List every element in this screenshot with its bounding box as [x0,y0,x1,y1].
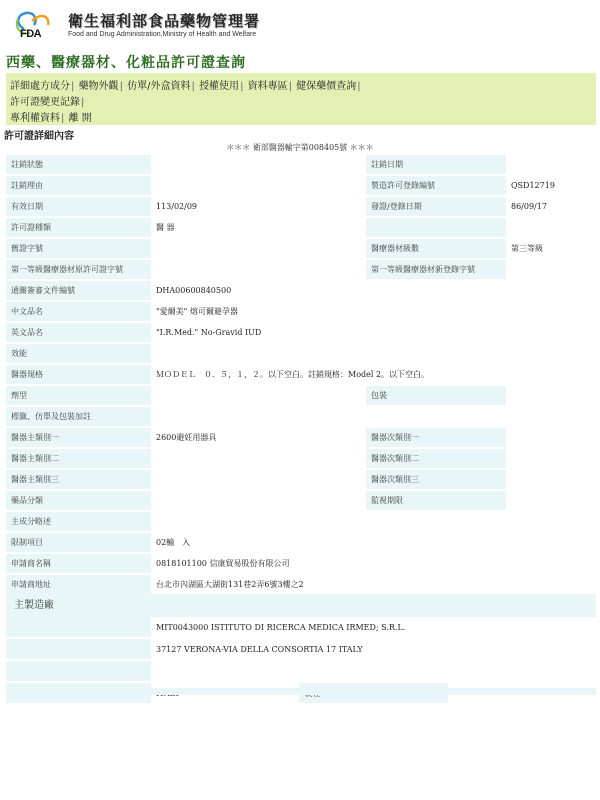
detail-row [6,280,596,301]
field-value [506,155,596,175]
field-label: 有效日期 [6,196,151,217]
manufacturer-section-title: 主製造廠 [6,594,596,617]
field-value: 02輸 入 [151,532,596,553]
detail-row [6,364,596,385]
field-label: 藥品分類 [6,490,151,511]
field-label: 醫療器材級數 [366,238,506,259]
field-value [151,343,596,364]
field-value [506,448,596,469]
field-label: 第一等級醫療器材新登錄字號 [366,259,506,280]
menu-item-change-record[interactable]: 許可證變更記錄 [10,97,80,108]
site-header [0,0,600,48]
field-label: 通關簽審文件編號 [6,280,151,301]
field-label: 註銷日期 [366,155,506,175]
detail-row [6,301,596,322]
field-label: 申請商地址 [6,574,151,595]
detail-row [6,322,596,343]
manufacturer-row [6,638,596,660]
field-label: 效能 [6,343,151,364]
menu-item-nhi-price[interactable]: 健保藥價查詢 [296,81,357,92]
field-label: 限制項目 [6,532,151,553]
field-label: 劑型 [6,385,151,406]
field-value [506,385,596,406]
field-value [151,155,366,175]
field-label: 醫器主類別二 [6,448,151,469]
detail-row [6,511,596,532]
field-label: 舊證字號 [6,238,151,259]
field-value: 台北市內湖區大湖街131巷2弄6號3樓之2 [151,574,596,595]
field-value: 86/09/17 [506,196,596,217]
detail-row [6,175,596,196]
detail-section-title: 許可證詳細內容 [4,131,74,142]
field-value [151,448,366,469]
field-value: QSD12719 [506,175,596,196]
page-title: 西藥、醫療器材、化粧品許可證查詢 [6,55,246,71]
detail-row [6,469,596,490]
field-value [506,217,596,238]
menu-item-appearance[interactable]: 藥物外觀 [78,81,119,92]
field-value: "愛爾美" 熔可爾避孕器 [151,301,596,322]
field-value [151,469,366,490]
detail-row [6,448,596,469]
detail-row [6,259,596,280]
field-value [151,175,366,196]
menu-item-package-insert[interactable]: 仿單/外盒資料 [127,81,191,92]
field-label: 醫器次類別一 [366,427,506,448]
field-value [151,238,366,259]
field-value [151,406,596,427]
manufacturer-row [6,660,596,682]
agency-name-english: Food and Drug Administration,Ministry of Health and Welfare [68,31,257,38]
detail-row [6,385,596,406]
menu-item-authorization[interactable]: 授權使用 [199,81,240,92]
detail-row [6,343,596,364]
detail-row [6,238,596,259]
manufacturer-address: 37127 VERONA-VIA DELLA CONSORTIA 17 ITALY [151,638,596,660]
field-value [151,490,366,511]
field-value [506,427,596,448]
field-label: 許可證種類 [6,217,151,238]
detail-row [6,406,596,427]
menu-row-2: 許可證變更記錄| [10,97,85,108]
field-value: 0818101100 信康貿易股份有限公司 [151,553,596,574]
field-label: 醫器主類別三 [6,469,151,490]
field-label: 監視期限 [366,490,506,511]
agency-name-chinese: 衛生福利部食品藥物管理署 [68,12,261,30]
field-label: 醫器規格 [6,364,151,385]
function-menu [6,73,596,125]
manufacturer-row [6,617,596,638]
field-label: 標籤、仿單及包裝加註 [6,406,151,427]
field-label: 發證/登錄日期 [366,196,506,217]
detail-row [6,553,596,574]
field-label: 註銷理由 [6,175,151,196]
manufacturer-name: MIT0043000 ISTITUTO DI RICERCA MEDICA IRMED; S.R.L. [151,617,596,638]
field-value [151,511,596,532]
field-value: 第三等級 [506,238,596,259]
field-value: 113/02/09 [151,196,366,217]
field-label: 包裝 [366,385,506,406]
field-value [506,490,596,511]
field-value [506,469,596,490]
menu-item-patent[interactable]: 專利權資料 [10,113,60,124]
field-label: 醫器主類別一 [6,427,151,448]
menu-row-3: 專利權資料| 離 開 [10,113,92,124]
detail-row [6,574,596,595]
permit-number: ＊＊＊ 衛部醫器輸字第008405號 ＊＊＊ [226,143,374,152]
field-label: 醫器次類別三 [366,469,506,490]
field-label: 中文品名 [6,301,151,322]
permit-detail-table [6,155,596,596]
field-label: 申請商名稱 [6,553,151,574]
detail-row [6,217,596,238]
detail-row [6,532,596,553]
detail-row [6,427,596,448]
field-label: 註銷狀態 [6,155,151,175]
menu-item-ingredients[interactable]: 詳細處方成分 [10,81,70,92]
field-value: "I.R.Med." No-Gravid IUD [151,322,596,343]
menu-item-exit[interactable]: 離 開 [68,113,92,124]
manufacturer-blank [151,660,596,682]
field-label: 製造許可登錄編號 [366,175,506,196]
field-value: 醫 器 [151,217,366,238]
field-label: 醫器次類別二 [366,448,506,469]
field-value: 2600避妊用器具 [151,427,366,448]
field-value [151,385,366,406]
field-label [366,217,506,238]
field-label: 英文品名 [6,322,151,343]
detail-row [6,490,596,511]
field-value: ＭＯＤＥＬ ０．５，１，２。以下空白。註銷規格：Model 2。以下空白。 [151,364,596,385]
field-label: 主成分略述 [6,511,151,532]
field-value: DHA00600840500 [151,280,596,301]
menu-row-1: 詳細處方成分| 藥物外觀| 仿單/外盒資料| 授權使用| 資料專區| 健保藥價查詢| [10,81,361,92]
bottom-divider [6,688,596,695]
detail-row [6,196,596,217]
detail-row [6,155,596,175]
field-label: 第一等級醫療器材原許可證字號 [6,259,151,280]
fda-logo-text: FDA [20,28,42,40]
field-value [151,259,366,280]
menu-item-data-area[interactable]: 資料專區 [247,81,288,92]
field-value [506,259,596,280]
